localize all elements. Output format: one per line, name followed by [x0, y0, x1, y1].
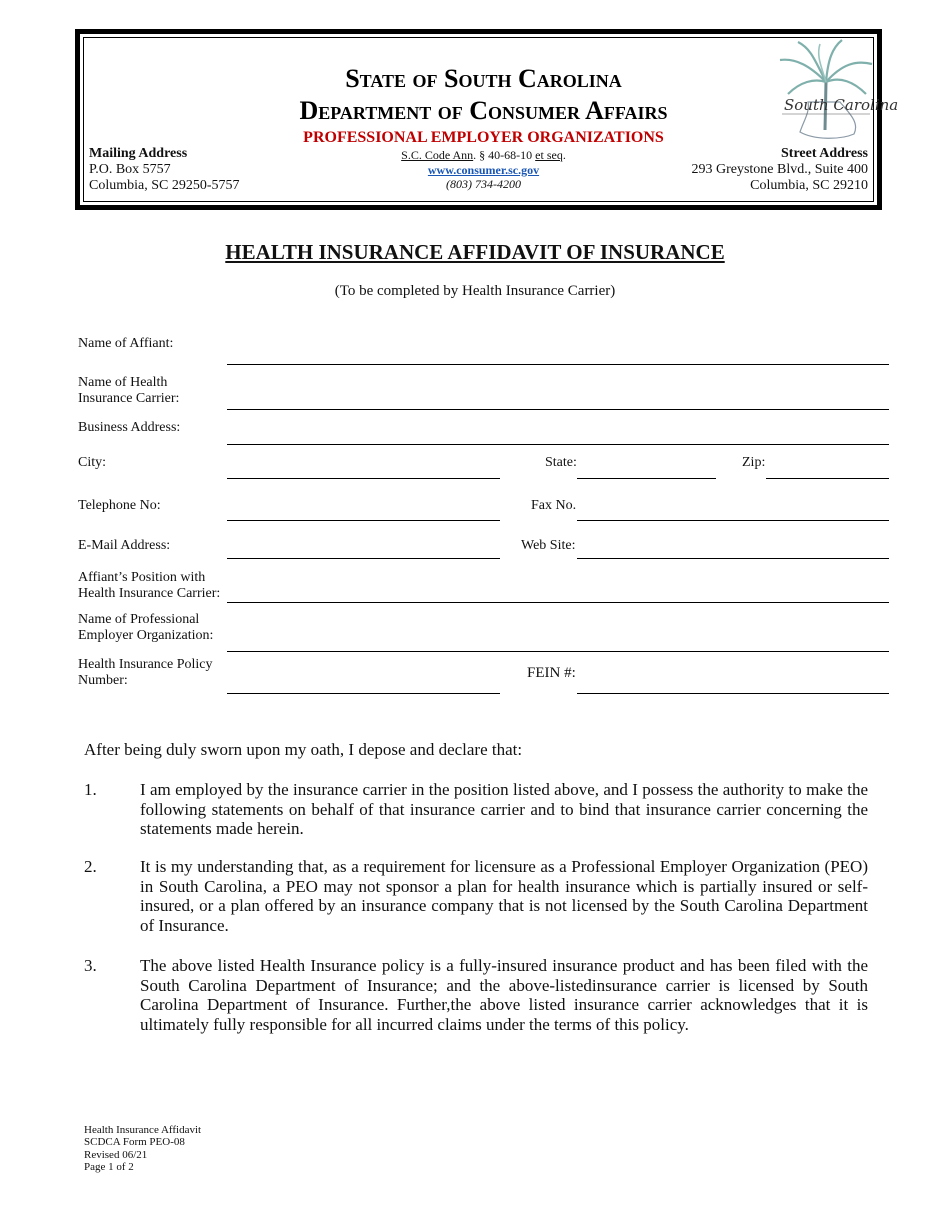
- form-footer: Health Insurance Affidavit SCDCA Form PEO-08 Revised 06/21 Page 1 of 2: [84, 1124, 202, 1173]
- agency-header: [75, 29, 899, 210]
- website-link[interactable]: www.consumer.sc.gov: [427, 163, 540, 177]
- fein-field[interactable]: [577, 693, 889, 694]
- zip-label: Zip:: [742, 455, 766, 470]
- email-field[interactable]: [227, 558, 500, 559]
- fax-field[interactable]: [577, 520, 889, 521]
- city-label: City:: [78, 455, 107, 470]
- website-field[interactable]: [577, 558, 889, 559]
- affiant-field[interactable]: [227, 364, 889, 365]
- item-number: 1.: [84, 780, 97, 799]
- item-number: 3.: [84, 956, 97, 975]
- state-title: State of South Carolina: [345, 64, 622, 93]
- item-text: I am employed by the insurance carrier in the position listed above, and I possess the authority to make the following statements on behalf of that insurance carrier and to bind that insurance carrier concerning the statements made herein.: [140, 780, 868, 839]
- position-field[interactable]: [227, 602, 889, 603]
- city-field[interactable]: [227, 478, 500, 479]
- policy-field[interactable]: [227, 693, 500, 694]
- item-text: The above listed Health Insurance policy is a fully-insured insurance product and has been filed with the South Carolina Department of Insurance; and the above-listedinsurance carrier is licensed by South Carolina Department of Insurance. Further,the above listed insurance carrier acknowledges that it is ultimately fully responsible for all incurred claims under the terms of this policy.: [140, 956, 868, 1035]
- business-address-field[interactable]: [227, 444, 889, 445]
- form-subtitle: (To be completed by Health Insurance Carrier): [334, 283, 616, 299]
- telephone-field[interactable]: [227, 520, 500, 521]
- email-label: E-Mail Address:: [78, 538, 171, 553]
- carrier-label: Name of Health Insurance Carrier:: [78, 375, 180, 406]
- carrier-field[interactable]: [227, 409, 889, 410]
- phone-number: (803) 734-4200: [446, 177, 521, 191]
- peo-label: Name of Professional Employer Organization:: [78, 612, 214, 643]
- palmetto-logo-icon: [770, 38, 899, 142]
- department-title: Department of Consumer Affairs: [299, 96, 668, 125]
- declaration-intro: After being duly sworn upon my oath, I depose and declare that:: [84, 740, 523, 759]
- item-number: 2.: [84, 857, 97, 876]
- form-title: HEALTH INSURANCE AFFIDAVIT OF INSURANCE: [225, 240, 725, 264]
- position-label: Affiant’s Position with Health Insurance Carrier:: [78, 570, 221, 601]
- program-title: PROFESSIONAL EMPLOYER ORGANIZATIONS: [303, 129, 664, 146]
- state-label: State:: [545, 455, 577, 470]
- business-address-label: Business Address:: [78, 420, 181, 435]
- fax-label: Fax No.: [531, 498, 577, 513]
- peo-field[interactable]: [227, 651, 889, 652]
- website-label: Web Site:: [521, 538, 576, 553]
- policy-label: Health Insurance Policy Number:: [78, 657, 213, 688]
- state-field[interactable]: [577, 478, 716, 479]
- street-address: Street Address 293 Greystone Blvd., Suite 400 Columbia, SC 29210: [691, 146, 868, 193]
- telephone-label: Telephone No:: [78, 498, 161, 513]
- fein-label: FEIN #:: [527, 665, 576, 681]
- zip-field[interactable]: [766, 478, 889, 479]
- affiant-label: Name of Affiant:: [78, 336, 174, 351]
- code-citation: S.C. Code Ann. § 40-68-10 et seq.: [401, 148, 566, 162]
- mailing-address: Mailing Address P.O. Box 5757 Columbia, SC 29250-5757: [89, 146, 240, 193]
- item-text: It is my understanding that, as a requirement for licensure as a Professional Employer Organization (PEO) in South Carolina, a PEO may not sponsor a plan for health insurance which is partially insured or self-insured, or a plan offered by an insurance company that is not licensed by the South Carolina Department of Insurance.: [140, 857, 868, 936]
- logo-text: South Carolina: [784, 96, 899, 114]
